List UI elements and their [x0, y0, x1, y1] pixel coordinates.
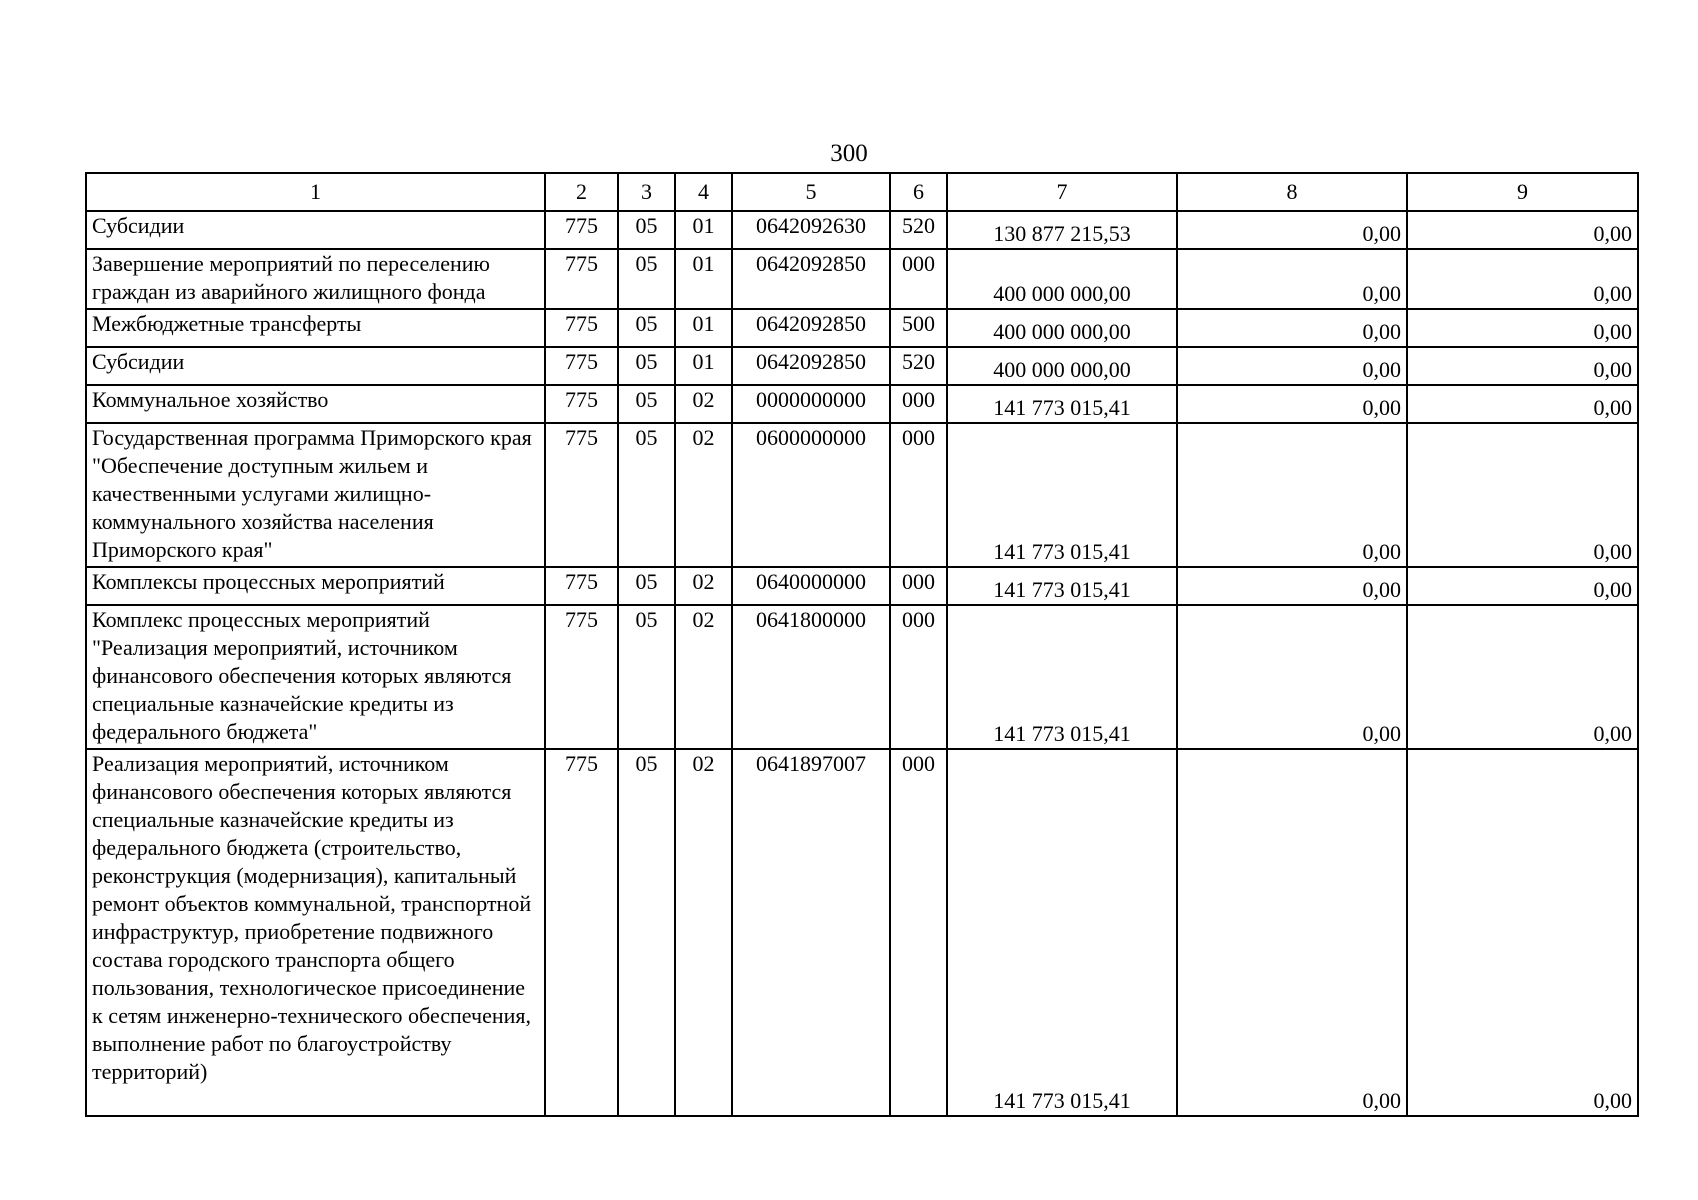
cell-col8: 0,00	[1177, 423, 1407, 567]
cell-col6: 000	[890, 423, 947, 567]
cell-col5: 0640000000	[732, 567, 890, 605]
cell-col4: 01	[675, 211, 732, 249]
cell-col4: 01	[675, 309, 732, 347]
cell-col8: 0,00	[1177, 211, 1407, 249]
cell-col6: 000	[890, 385, 947, 423]
table-row	[86, 385, 1638, 423]
cell-col4: 02	[675, 567, 732, 605]
cell-col6: 520	[890, 211, 947, 249]
cell-col7: 400 000 000,00	[947, 347, 1177, 385]
cell-col6: 000	[890, 605, 947, 749]
cell-col8: 0,00	[1177, 309, 1407, 347]
cell-col7: 400 000 000,00	[947, 309, 1177, 347]
cell-col8: 0,00	[1177, 605, 1407, 749]
cell-col9: 0,00	[1407, 347, 1638, 385]
cell-col5: 0600000000	[732, 423, 890, 567]
cell-col9: 0,00	[1407, 211, 1638, 249]
cell-col2: 775	[545, 385, 618, 423]
cell-col8: 0,00	[1177, 249, 1407, 309]
header-cell: 1	[86, 173, 545, 211]
cell-col5: 0642092850	[732, 249, 890, 309]
cell-col3: 05	[618, 347, 675, 385]
cell-col3: 05	[618, 423, 675, 567]
cell-col9: 0,00	[1407, 605, 1638, 749]
table-row	[86, 309, 1638, 347]
budget-table	[85, 172, 1639, 1117]
header-cell: 5	[732, 173, 890, 211]
cell-col3: 05	[618, 211, 675, 249]
cell-col7: 141 773 015,41	[947, 385, 1177, 423]
cell-col5: 0642092850	[732, 347, 890, 385]
header-cell: 9	[1407, 173, 1638, 211]
cell-col2: 775	[545, 347, 618, 385]
cell-col5: 0641800000	[732, 605, 890, 749]
row-name: Субсидии	[86, 347, 545, 385]
header-row	[86, 173, 1638, 211]
row-name: Коммунальное хозяйство	[86, 385, 545, 423]
cell-col2: 775	[545, 309, 618, 347]
cell-col4: 01	[675, 249, 732, 309]
cell-col4: 02	[675, 385, 732, 423]
cell-col7: 141 773 015,41	[947, 423, 1177, 567]
cell-col7: 141 773 015,41	[947, 605, 1177, 749]
cell-col6: 000	[890, 249, 947, 309]
table-row	[86, 605, 1638, 749]
cell-col8: 0,00	[1177, 347, 1407, 385]
cell-col5: 0642092850	[732, 309, 890, 347]
header-cell: 6	[890, 173, 947, 211]
cell-col8: 0,00	[1177, 749, 1407, 1116]
table-row	[86, 347, 1638, 385]
cell-col7: 141 773 015,41	[947, 567, 1177, 605]
cell-col3: 05	[618, 605, 675, 749]
cell-col9: 0,00	[1407, 749, 1638, 1116]
cell-col3: 05	[618, 385, 675, 423]
page-number: 300	[830, 140, 868, 167]
header-cell: 8	[1177, 173, 1407, 211]
header-cell: 3	[618, 173, 675, 211]
cell-col9: 0,00	[1407, 567, 1638, 605]
cell-col7: 400 000 000,00	[947, 249, 1177, 309]
cell-col6: 500	[890, 309, 947, 347]
row-name: Комплекс процессных мероприятий "Реализация мероприятий, источником финансового обеспечения которых являются специальные казначейские кредиты из федерального бюджета"	[86, 605, 545, 749]
cell-col4: 02	[675, 423, 732, 567]
cell-col2: 775	[545, 211, 618, 249]
cell-col5: 0000000000	[732, 385, 890, 423]
row-name: Комплексы процессных мероприятий	[86, 567, 545, 605]
cell-col3: 05	[618, 567, 675, 605]
cell-col2: 775	[545, 423, 618, 567]
table-row	[86, 249, 1638, 309]
cell-col2: 775	[545, 567, 618, 605]
row-name: Государственная программа Приморского края "Обеспечение доступным жильем и качественными услугами жилищно-коммунального хозяйства населения Приморского края"	[86, 423, 545, 567]
row-name: Завершение мероприятий по переселению граждан из аварийного жилищного фонда	[86, 249, 545, 309]
cell-col4: 02	[675, 605, 732, 749]
cell-col9: 0,00	[1407, 385, 1638, 423]
header-cell: 2	[545, 173, 618, 211]
cell-col9: 0,00	[1407, 309, 1638, 347]
cell-col6: 520	[890, 347, 947, 385]
cell-col4: 01	[675, 347, 732, 385]
cell-col6: 000	[890, 567, 947, 605]
cell-col3: 05	[618, 249, 675, 309]
cell-col9: 0,00	[1407, 423, 1638, 567]
table-row	[86, 423, 1638, 567]
cell-col5: 0641897007	[732, 749, 890, 1116]
cell-col7: 141 773 015,41	[947, 749, 1177, 1116]
cell-col3: 05	[618, 309, 675, 347]
cell-col8: 0,00	[1177, 385, 1407, 423]
table-row	[86, 749, 1638, 1116]
row-name: Субсидии	[86, 211, 545, 249]
row-name: Межбюджетные трансферты	[86, 309, 545, 347]
table-row	[86, 567, 1638, 605]
row-name: Реализация мероприятий, источником финансового обеспечения которых являются специальные казначейские кредиты из федерального бюджета (строительство, реконструкция (модернизация), капитальный ремонт объектов коммунальной, транспортной инфраструктур, приобретение подвижного состава городского транспорта общего пользования, технологическое присоединение к сетям инженерно-технического обеспечения, выполнение работ по благоустройству территорий)	[86, 749, 545, 1116]
cell-col2: 775	[545, 249, 618, 309]
cell-col2: 775	[545, 749, 618, 1116]
cell-col2: 775	[545, 605, 618, 749]
header-cell: 7	[947, 173, 1177, 211]
header-cell: 4	[675, 173, 732, 211]
cell-col6: 000	[890, 749, 947, 1116]
cell-col3: 05	[618, 749, 675, 1116]
cell-col5: 0642092630	[732, 211, 890, 249]
cell-col4: 02	[675, 749, 732, 1116]
cell-col9: 0,00	[1407, 249, 1638, 309]
table-row	[86, 211, 1638, 249]
cell-col8: 0,00	[1177, 567, 1407, 605]
cell-col7: 130 877 215,53	[947, 211, 1177, 249]
